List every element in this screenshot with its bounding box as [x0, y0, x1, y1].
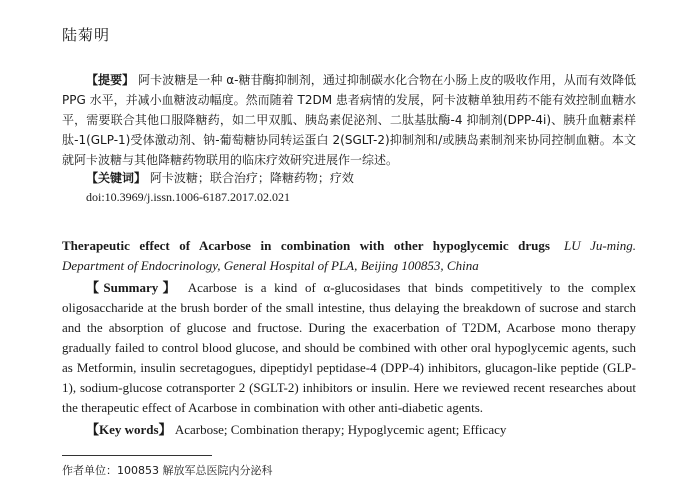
english-keywords-label: 【Key words】: [86, 422, 172, 437]
english-summary-label: 【Summary】: [86, 280, 181, 295]
english-keywords-text: Acarbose; Combination therapy; Hypoglycemic agent; Efficacy: [174, 422, 507, 437]
english-title-block: [62, 236, 636, 276]
english-title: Therapeutic effect of Acarbose in combination with other hypoglycemic drugs: [62, 238, 550, 253]
chinese-keywords: [62, 168, 636, 188]
english-keywords: [62, 420, 636, 440]
english-summary-text: Acarbose is a kind of α-glucosidases that binds competitively to the complex oligosaccharide at the brush border of the small intestine, thus delaying the breakdown of sucrose and starch and the absorption of glucose and fructose. During the exacerbation of T2DM, Acarbose mono therapy gradually failed to control blood glucose, and should be combined with other oral hypoglycemic agents, such as Metformin, insulin secretagogues, dipeptidyl peptidase-4 (DPP-4) inhibitors, glucagon-like peptide (GLP-1), sodium-glucose cotransporter 2 (SGLT-2) inhibitors or insulin. Here we reviewed recent researches about the therapeutic effect of Acarbose in combination with other anti-diabetic agents.: [62, 280, 637, 415]
author-affiliation-footnote: 作者单位：100853 解放军总医院内分泌科: [62, 464, 273, 477]
chinese-summary: [62, 70, 636, 170]
chinese-summary-label: 【提要】: [86, 73, 135, 87]
author-name: 陆菊明: [62, 26, 111, 44]
english-affiliation: LU Ju-ming. Department of Endocrinology, General Hospital of PLA, Beijing 100853, China: [62, 238, 637, 273]
doi: doi:10.3969/j.issn.1006-6187.2017.02.021: [86, 190, 291, 204]
chinese-keywords-label: 【关键词】: [86, 171, 147, 185]
english-summary: [62, 278, 636, 418]
footnote-divider: [62, 455, 212, 456]
chinese-summary-text: 阿卡波糖是一种 α-糖苷酶抑制剂，通过抑制碳水化合物在小肠上皮的吸收作用，从而有效降低 PPG 水平，并减小血糖波动幅度。然而随着 T2DM 患者病情的发展，阿卡波糖单独用药不能有效控制血糖水平，需要联合其他口服降糖药，如二甲双胍、胰岛素促泌剂、二肽基肽酶-4 抑制剂(DPP-4i)、胰升血糖素样肽-1(GLP-1)受体激动剂、钠-葡萄糖协同转运蛋白 2(SGLT-2)抑制剂和/或胰岛素制剂来协同控制血糖。本文就阿卡波糖与其他降糖药物联用的临床疗效研究进展作一综述。: [62, 73, 636, 167]
chinese-keywords-text: 阿卡波糖；联合治疗；降糖药物；疗效: [149, 171, 354, 185]
